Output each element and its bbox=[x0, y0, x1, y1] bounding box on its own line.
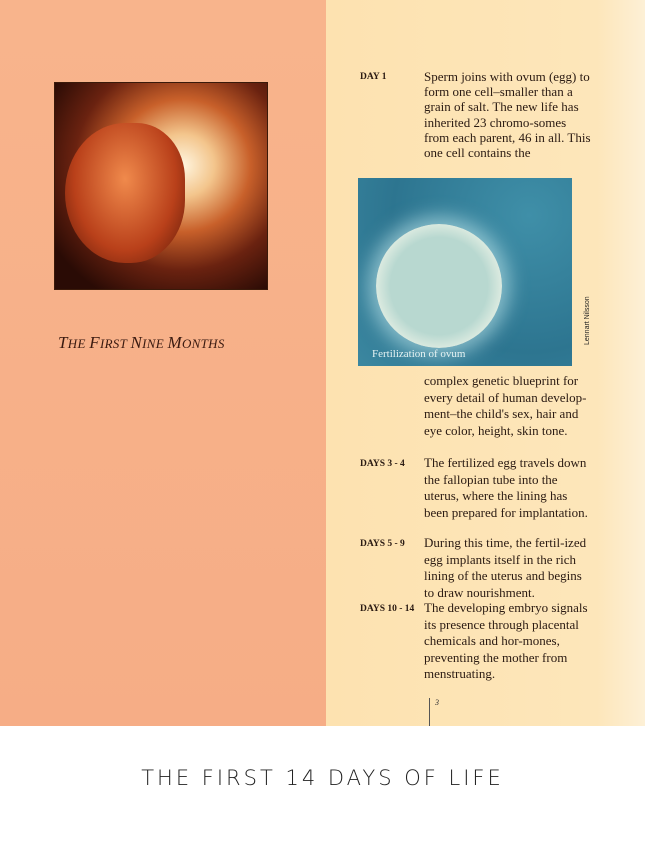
image-credit: Lennart Nilsson bbox=[584, 296, 591, 345]
title-part: N bbox=[130, 333, 143, 352]
title-part: HE bbox=[67, 336, 90, 351]
fetus-photo bbox=[54, 82, 268, 290]
entry-text: complex genetic blueprint for every detail of human develop-ment–the child's sex, hair and eye color, height, skin tone. bbox=[424, 373, 587, 438]
entry-label: DAY 1 bbox=[360, 72, 387, 82]
entry-label: DAYS 10 - 14 bbox=[360, 604, 415, 614]
title-part: INE bbox=[142, 336, 168, 351]
entry-label: DAYS 3 - 4 bbox=[360, 459, 405, 469]
ovum-photo bbox=[358, 178, 572, 366]
entry-text: The developing embryo signals its presence through placental chemicals and hor-mones, preventing the mother from menstruating. bbox=[424, 600, 588, 682]
ovum-figure bbox=[376, 224, 502, 348]
title-part: M bbox=[167, 333, 182, 352]
page-number: 3 bbox=[429, 698, 439, 726]
entry-text: Sperm joins with ovum (egg) to form one cell–smaller than a grain of salt. The new life has inherited 23 chromo-somes from each parent, 46 in all. This one cell contains the bbox=[424, 69, 591, 161]
page-title bbox=[58, 333, 225, 353]
image-caption: Fertilization of ovum bbox=[372, 348, 466, 360]
title-part: F bbox=[89, 333, 100, 352]
title-part: IRST bbox=[99, 336, 131, 351]
entry-label: DAYS 5 - 9 bbox=[360, 539, 405, 549]
bottom-caption: THE FIRST 14 DAYS OF LIFE bbox=[141, 766, 504, 790]
entry-text: The fertilized egg travels down the fallopian tube into the uterus, where the lining has been prepared for implantation. bbox=[424, 455, 588, 520]
title-part: T bbox=[58, 333, 68, 352]
title-part: ONTHS bbox=[181, 336, 225, 351]
entry-text: During this time, the fertil-ized egg implants itself in the rich lining of the uterus and begins to draw nourishment. bbox=[424, 535, 587, 600]
fetus-figure bbox=[65, 123, 185, 263]
